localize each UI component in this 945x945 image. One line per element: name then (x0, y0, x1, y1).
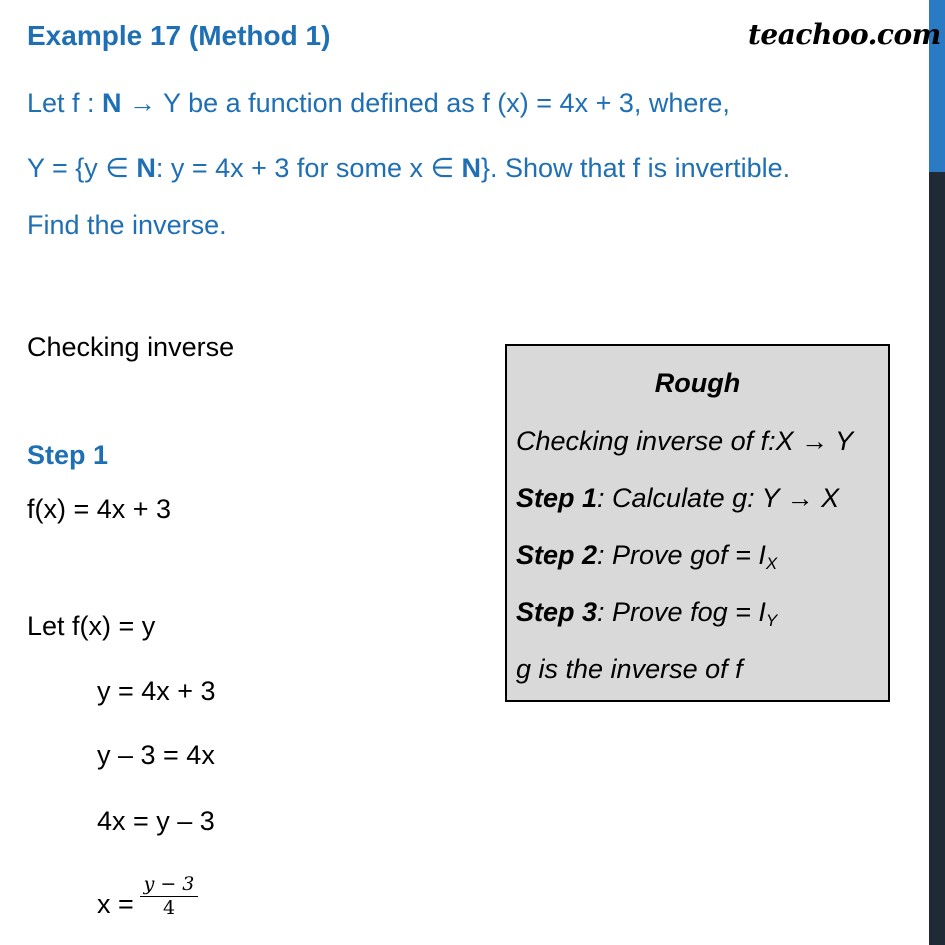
brand-logo: teachoo.com (748, 18, 941, 51)
question-text: Let f : (27, 88, 103, 118)
rough-step-text: : Calculate g: Y → X (597, 483, 840, 513)
rough-box (505, 344, 890, 702)
rough-step-2 (516, 540, 777, 574)
rough-step-label: Step 2 (516, 540, 598, 570)
equation-line: y = 4x + 3 (97, 676, 216, 706)
question-text: }. Show that f is invertible. (480, 153, 791, 183)
question-text: : y = 4x + 3 for some x ∈ (155, 153, 462, 183)
equation-fx: f(x) = 4x + 3 (27, 494, 172, 524)
question-text: → Y be a function defined as f (x) = 4x + 3, where, (121, 88, 730, 118)
rough-step-1 (516, 483, 839, 514)
fraction-numerator: y − 3 (143, 873, 195, 895)
question-line-3: Find the inverse. (27, 210, 227, 240)
rough-step-label: Step 3 (516, 597, 598, 627)
equation-line: y – 3 = 4x (97, 740, 215, 770)
question-line-1 (27, 88, 730, 119)
rough-step-text: : Prove gof = I (597, 540, 766, 570)
rough-heading: Rough (654, 368, 741, 398)
question-line-2 (27, 153, 790, 184)
section-heading: Checking inverse (27, 332, 235, 362)
equation-x-prefix: x = (97, 889, 134, 919)
equation-let: Let f(x) = y (27, 611, 156, 641)
question-natural-set: N (461, 153, 481, 183)
rough-step-3 (516, 597, 777, 631)
question-natural-set: N (102, 88, 122, 118)
fraction (140, 873, 198, 918)
fraction-denominator: 4 (162, 897, 176, 919)
rough-step-text: : Prove fog = I (597, 597, 766, 627)
page-title: Example 17 (Method 1) (27, 20, 331, 51)
rough-step-label: Step 1 (516, 483, 598, 513)
step-heading: Step 1 (27, 440, 109, 470)
rough-line: g is the inverse of f (516, 654, 743, 684)
rough-line: Checking inverse of f:X → Y (516, 426, 854, 456)
question-text: Y = {y ∈ (27, 153, 137, 183)
rough-subscript: Y (765, 611, 778, 630)
rough-subscript: X (765, 554, 778, 573)
question-natural-set: N (136, 153, 156, 183)
equation-line: 4x = y – 3 (97, 806, 215, 836)
